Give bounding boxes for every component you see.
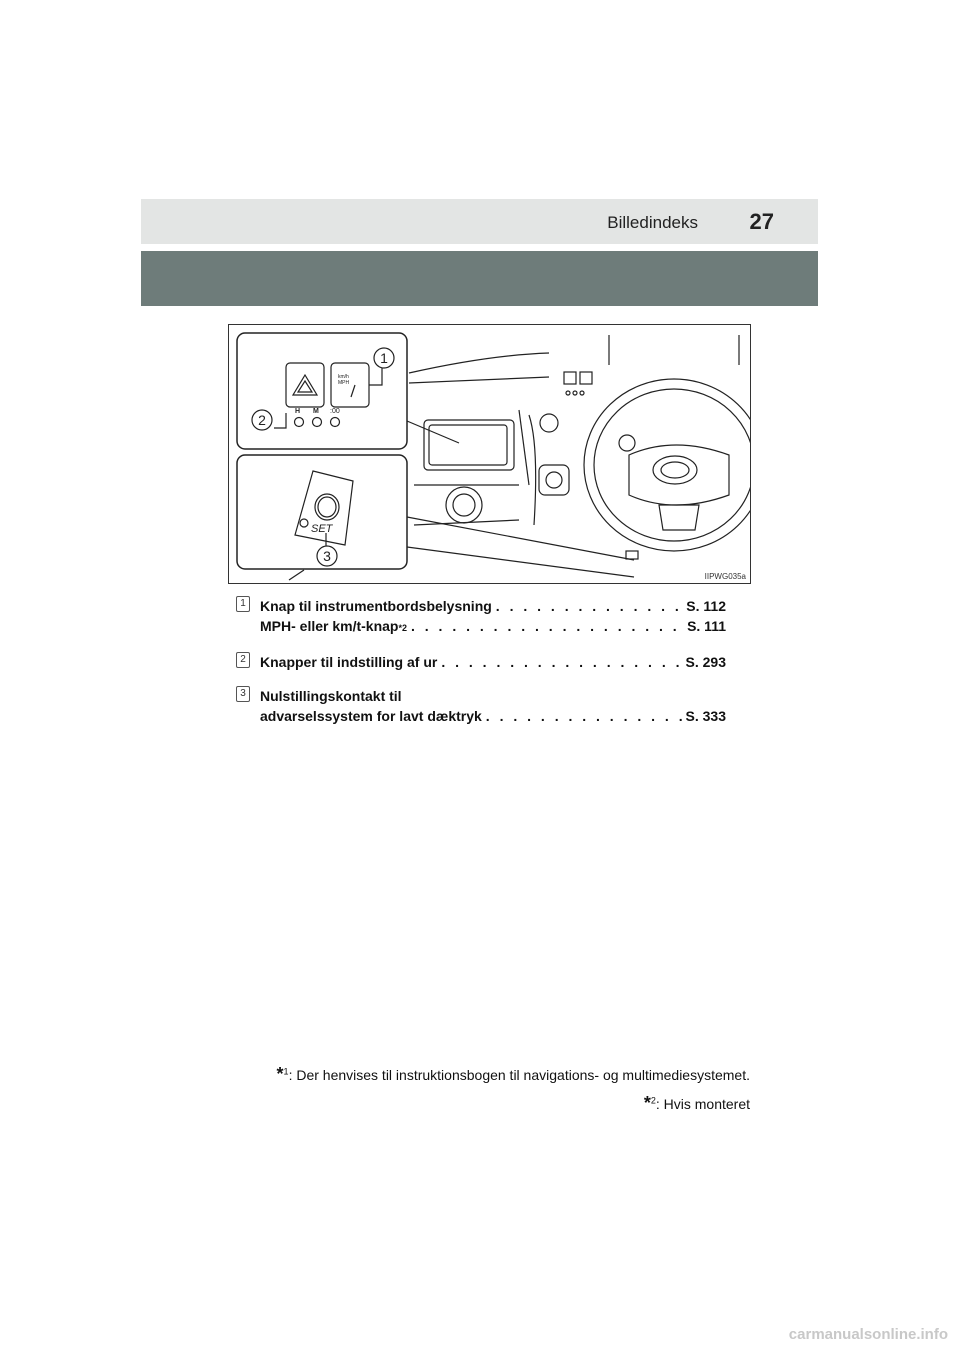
page-ref[interactable]: S. 333 [685,708,726,724]
footnote-1 [277,1064,750,1085]
section-title: Billedindeks [607,213,698,232]
figure-code: IIPWG035a [704,572,746,581]
leader-dots [411,616,683,636]
footnote-text: : Der henvises til instruktionsbogen til navigations- og multimediesystemet. [288,1067,750,1083]
zero-label: :00 [330,408,340,415]
callout-2: 2 [258,412,266,428]
leader-dots [496,596,683,616]
footnotes [277,1064,750,1122]
footnote-2 [277,1093,750,1114]
entry-line [260,616,726,638]
callout-1: 1 [380,350,388,366]
h-label: H [295,408,301,415]
footnote-number: 1 [283,1066,289,1077]
entry-1 [236,596,726,638]
page-header [141,199,818,244]
entry-text: Knapper til indstilling af ur [260,654,438,670]
watermark: carmanualsonline.info [788,1326,948,1343]
footnote-star: * [643,1093,651,1113]
entry-number: 3 [236,686,250,702]
page-ref[interactable]: S. 112 [686,598,726,614]
entry-text: MPH- eller km/t-knap [260,618,399,634]
m-label: M [313,408,319,415]
entry-number: 1 [236,596,250,612]
leader-dots [486,706,682,726]
page-ref[interactable]: S. 293 [685,654,726,670]
mph-label: MPH [338,380,350,386]
entry-number: 2 [236,652,250,668]
footnote-ref: *2 [398,623,407,633]
page-ref[interactable]: S. 111 [687,618,726,634]
dashboard-illustration [228,324,751,584]
footnote-number: 2 [650,1095,656,1106]
section-band [141,251,818,306]
entry-list [236,596,726,740]
entry-line [260,706,726,726]
kmh-label: km/h [338,374,349,380]
entry-2 [236,652,726,672]
entry-line [260,652,726,672]
page-number: 27 [749,209,774,234]
footnote-text: : Hvis monteret [655,1096,750,1112]
callout-3: 3 [323,548,331,564]
entry-text: Nulstillingskontakt til [260,688,402,704]
set-label: SET [311,523,333,535]
footnote-star: * [276,1064,284,1084]
entry-line [260,686,726,706]
entry-3 [236,686,726,726]
leader-dots [441,652,681,672]
entry-text: advarselssystem for lavt dæktryk [260,708,482,724]
dashboard-drawing [229,325,750,583]
entry-line [260,596,726,616]
entry-text: Knap til instrumentbordsbelysning [260,598,492,614]
